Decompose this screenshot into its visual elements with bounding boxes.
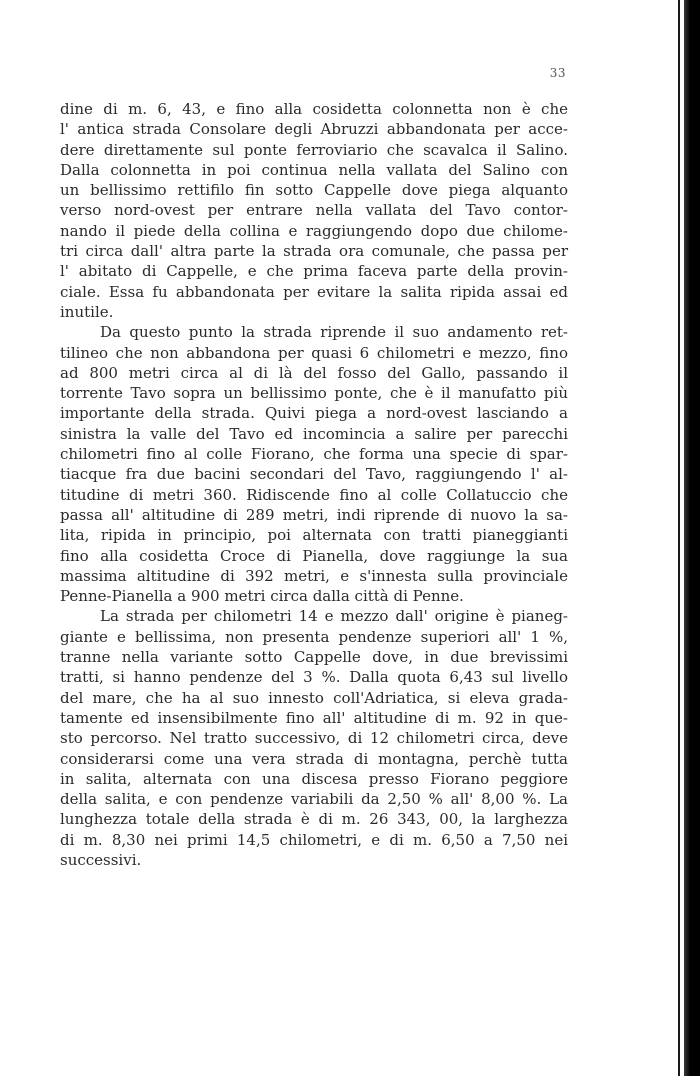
text-line: tamente ed insensibilmente fino all' altitudine di m. 92 in que- <box>60 708 568 727</box>
text-line: tranne nella variante sotto Cappelle dove, in due brevissimi <box>60 648 568 667</box>
text-line: chilometri fino al colle Fiorano, che forma una specie di spar- <box>60 445 568 464</box>
text-line: sto percorso. Nel tratto successivo, di 12 chilometri circa, deve <box>60 729 568 748</box>
text-line: verso nord-ovest per entrare nella vallata del Tavo contor- <box>60 201 568 220</box>
text-line: lunghezza totale della strada è di m. 26 343, 00, la larghezza <box>60 810 568 829</box>
text-line: lita, ripida in principio, poi alternata con tratti pianeggianti <box>60 526 568 545</box>
binding-edge <box>684 0 700 1076</box>
text-line: sinistra la valle del Tavo ed incomincia a salire per parecchi <box>60 424 568 443</box>
text-line: successivi. <box>60 850 142 869</box>
text-line: fino alla cosidetta Croce di Pianella, dove raggiunge la sua <box>60 546 568 565</box>
text-line: inutile. <box>60 302 114 321</box>
text-line: nando il piede della collina e raggiungendo dopo due chilome- <box>60 221 568 240</box>
text-line: l' abitato di Cappelle, e che prima faceva parte della provin- <box>60 262 568 281</box>
text-line: di m. 8,30 nei primi 14,5 chilometri, e di m. 6,50 a 7,50 nei <box>60 830 568 849</box>
text-line: considerarsi come una vera strada di montagna, perchè tutta <box>60 749 568 768</box>
text-line: tilineo che non abbandona per quasi 6 chilometri e mezzo, fino <box>60 343 568 362</box>
text-line: tri circa dall' altra parte la strada ora comunale, che passa per <box>60 242 568 261</box>
text-line: del mare, che ha al suo innesto coll'Adriatica, si eleva grada- <box>60 688 568 707</box>
text-line: titudine di metri 360. Ridiscende fino al colle Collatuccio che <box>60 485 568 504</box>
text-line: ciale. Essa fu abbandonata per evitare la salita ripida assai ed <box>60 282 568 301</box>
text-line: tiacque fra due bacini secondari del Tavo, raggiungendo l' al- <box>60 465 568 484</box>
text-line: dere direttamente sul ponte ferroviario che scavalca il Salino. <box>60 140 568 159</box>
binding-edge-line <box>678 0 680 1076</box>
text-line: dine di m. 6, 43, e fino alla cosidetta colonnetta non è che <box>60 100 568 118</box>
text-line: della salita, e con pendenze variabili da 2,50 % all' 8,00 %. La <box>60 790 568 809</box>
text-line: in salita, alternata con una discesa presso Fiorano peggiore <box>60 769 568 788</box>
text-line: torrente Tavo sopra un bellissimo ponte, che è il manufatto più <box>60 384 568 403</box>
text-line: passa all' altitudine di 289 metri, indi riprende di nuovo la sa- <box>60 505 568 524</box>
text-line: Dalla colonnetta in poi continua nella vallata del Salino con <box>60 160 568 179</box>
text-line: massima altitudine di 392 metri, e s'innesta sulla provinciale <box>60 566 568 585</box>
body-text <box>60 99 568 870</box>
text-line: giante e bellissima, non presenta pendenze superiori all' 1 %, <box>60 627 568 646</box>
paragraph-first-line: Da questo punto la strada riprende il suo andamento ret- <box>100 323 568 342</box>
text-line: importante della strada. Quivi piega a nord-ovest lasciando a <box>60 404 568 423</box>
page-number: 33 <box>549 66 566 80</box>
text-line: l' antica strada Consolare degli Abruzzi abbandonata per acce- <box>60 120 568 139</box>
text-line: tratti, si hanno pendenze del 3 %. Dalla quota 6,43 sul livello <box>60 668 568 687</box>
text-line: un bellissimo rettifilo fin sotto Cappelle dove piega alquanto <box>60 181 568 200</box>
text-line: ad 800 metri circa al di là del fosso del Gallo, passando il <box>60 363 568 382</box>
text-line: Penne-Pianella a 900 metri circa dalla città di Penne. <box>60 587 464 606</box>
paragraph-first-line: La strada per chilometri 14 e mezzo dall' origine è pianeg- <box>100 607 568 626</box>
